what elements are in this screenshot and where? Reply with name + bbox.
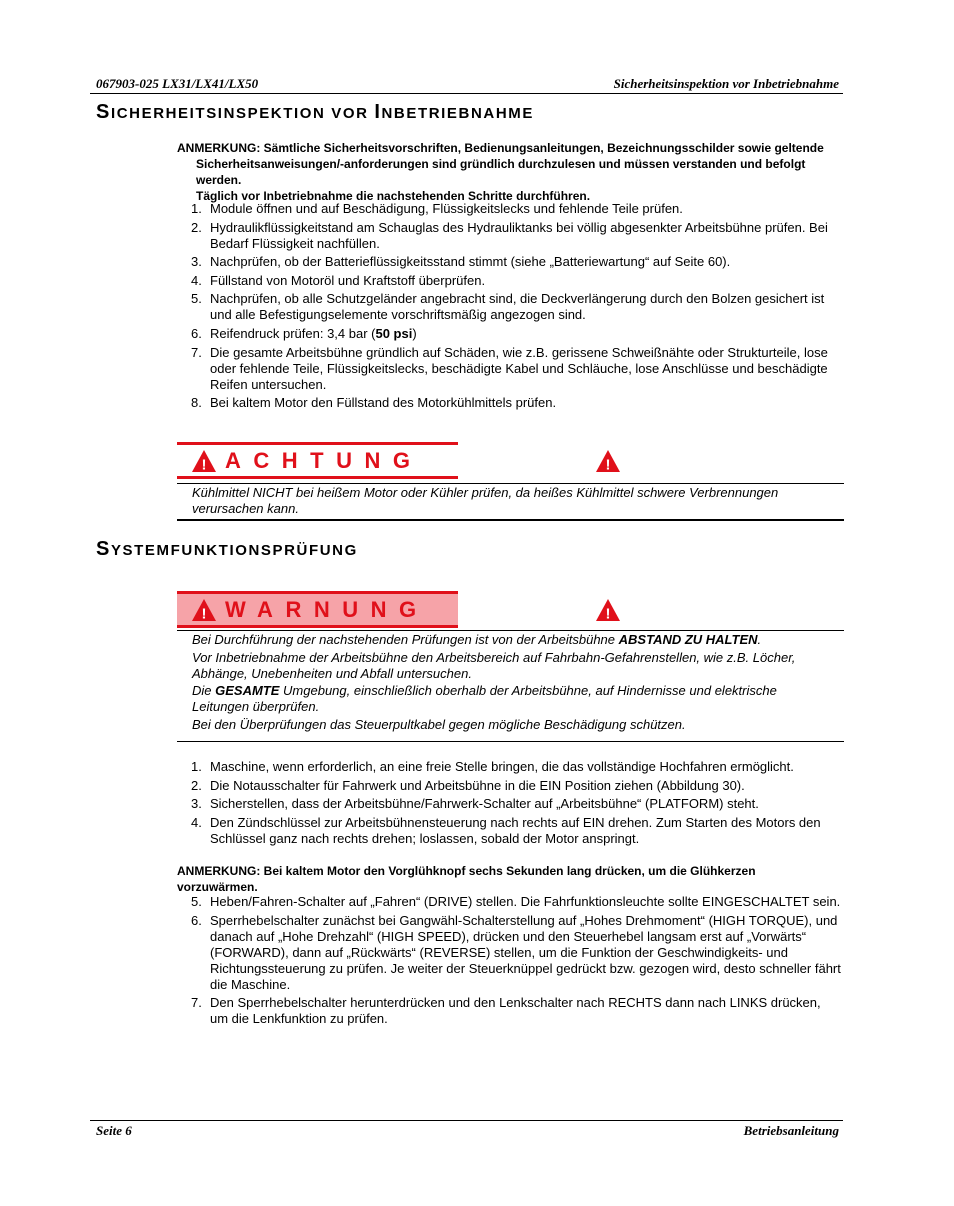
- list-item: 4. Füllstand von Motoröl und Kraftstoff überprüfen.: [191, 272, 486, 288]
- footer-title: Betriebsanleitung: [743, 1123, 839, 1138]
- list-item: 6. Sperrhebelschalter zunächst bei Gangwähl-Schalterstellung auf „Hohes Drehmoment“ (HIGH TORQUE), und danach auf „Hohe Drehzahl“ (HIGH SPEED), drücken und den Steuerhebel langsam erst auf „Vorwärts“ (FORWARD), dann auf „Rückwärts“ (REVERSE) stellen, um die Funktion der Geschwindigkeits- und Richtungssteuerung zu prüfen. Je weiter der Steuerknüppel gedrückt bzw. gezogen wird, desto schneller fährt die Maschine.: [191, 912, 841, 992]
- warning-rule-bottom: [177, 741, 844, 742]
- caution-rule-bottom: [177, 519, 844, 521]
- caution-text: Kühlmittel NICHT bei heißem Motor oder Kühler prüfen, da heißes Kühlmittel schwere Verbrennungen verursachen kann.: [192, 485, 779, 516]
- list-item: 3. Sicherstellen, dass der Arbeitsbühne/Fahrwerk-Schalter auf „Arbeitsbühne“ (PLATFORM) steht.: [191, 796, 759, 812]
- section-title-function-test: SYSTEMFUNKTIONSPRÜFUNG: [96, 538, 358, 560]
- warning-word: WARNUNG: [225, 597, 429, 622]
- header-right: Sicherheitsinspektion vor Inbetriebnahme: [613, 76, 839, 91]
- list-item: 3. Nachprüfen, ob der Batterieflüssigkeitsstand stimmt (siehe „Batteriewartung“ auf Seite 60).: [191, 254, 731, 270]
- list-item: 4. Den Zündschlüssel zur Arbeitsbühnensteuerung nach rechts auf EIN drehen. Zum Starten des Motors den Schlüssel ganz nach rechts drehen; loslassen, sobald der Motor anspringt.: [191, 814, 821, 846]
- list-item: 8. Bei kaltem Motor den Füllstand des Motorkühlmittels prüfen.: [191, 395, 557, 411]
- list-item: 7. Die gesamte Arbeitsbühne gründlich auf Schäden, wie z.B. gerissene Schweißnähte oder Strukturteile, lose oder fehlende Teile, Flüssigkeitslecks, beschädigte Kabel und Schläuche, lose Anschlüsse und beschädigte Reifen untersuchen.: [191, 344, 828, 392]
- section-title-inspection: SICHERHEITSINSPEKTION VOR INBETRIEBNAHME: [96, 101, 534, 123]
- list-item: 7. Den Sperrhebelschalter herunterdrücken und den Lenkschalter nach RECHTS dann nach LINKS drücken, um die Lenkfunktion zu prüfen.: [191, 995, 821, 1027]
- function-test-steps-b: [177, 894, 842, 1030]
- header-left: 067903-025 LX31/LX41/LX50: [96, 76, 259, 91]
- caution-banner: [177, 442, 611, 479]
- warning-banner: [177, 591, 611, 628]
- note-inspection: ANMERKUNG: Sämtliche Sicherheitsvorschriften, Bedienungsanleitungen, Bezeichnungsschilder sowie geltende Sicherheitsanweisungen/-anforderungen sind gründlich durchzulesen und müssen verstanden und befolgt werden. Täglich vor Inbetriebnahme die nachstehenden Schritte durchführen.: [177, 141, 824, 203]
- caution-word: ACHTUNG: [225, 448, 423, 473]
- footer-rule: [90, 1120, 843, 1121]
- inspection-steps: [177, 201, 842, 414]
- list-item: 6. Reifendruck prüfen: 3,4 bar (50 psi): [191, 325, 417, 341]
- list-item: 5. Nachprüfen, ob alle Schutzgeländer angebracht sind, die Deckverlängerung durch den Bolzen gesichert ist und alle Befestigungselemente vorschriftsmäßig angezogen sind.: [191, 291, 825, 323]
- list-item: 2. Hydraulikflüssigkeitstand am Schauglas des Hydrauliktanks bei völlig abgesenkter Arbeitsbühne prüfen. Bei Bedarf Flüssigkeit nachfüllen.: [191, 219, 828, 251]
- footer-page-number: Seite 6: [96, 1123, 132, 1138]
- svg-text:!: !: [605, 456, 611, 473]
- warning-triangle-icon: [595, 449, 621, 473]
- warning-triangle-icon: [191, 449, 217, 473]
- header-rule: [90, 93, 843, 94]
- warning-triangle-icon: [191, 598, 217, 622]
- warning-text: Bei Durchführung der nachstehenden Prüfungen ist von der Arbeitsbühne ABSTAND ZU HALTEN. Vor Inbetriebnahme der Arbeitsbühne den Arbeitsbereich auf Fahrbahn-Gefahrenstellen, wie z.B. Löcher, Abhänge, Unebenheiten und Abfall untersuchen. Die GESAMTE Umgebung, einschließlich oberhalb der Arbeitsbühne, auf Hindernisse und elektrische Leitungen überprüfen. Bei den Überprüfungen das Steuerpultkabel gegen mögliche Beschädigung schützen.: [192, 632, 796, 732]
- list-item: 5. Heben/Fahren-Schalter auf „Fahren“ (DRIVE) stellen. Die Fahrfunktionsleuchte sollte EINGESCHALTET sein.: [191, 894, 841, 909]
- svg-text:!: !: [201, 456, 207, 473]
- list-item: 1. Module öffnen und auf Beschädigung, Flüssigkeitslecks und fehlende Teile prüfen.: [191, 201, 683, 216]
- list-item: 2. Die Notausschalter für Fahrwerk und Arbeitsbühne in die EIN Position ziehen (Abbildung 30).: [191, 777, 745, 793]
- svg-text:!: !: [201, 605, 207, 622]
- warning-triangle-icon: [595, 598, 621, 622]
- warning-rule-top: [177, 630, 844, 631]
- function-test-steps-a: [177, 759, 842, 849]
- svg-text:!: !: [605, 605, 611, 622]
- note-preglow: ANMERKUNG: Bei kaltem Motor den Vorglühknopf sechs Sekunden lang drücken, um die Glühkerzen vorzuwärmen.: [177, 864, 756, 894]
- caution-rule-top: [177, 483, 844, 484]
- list-item: 1. Maschine, wenn erforderlich, an eine freie Stelle bringen, die das vollständige Hochfahren ermöglicht.: [191, 759, 794, 774]
